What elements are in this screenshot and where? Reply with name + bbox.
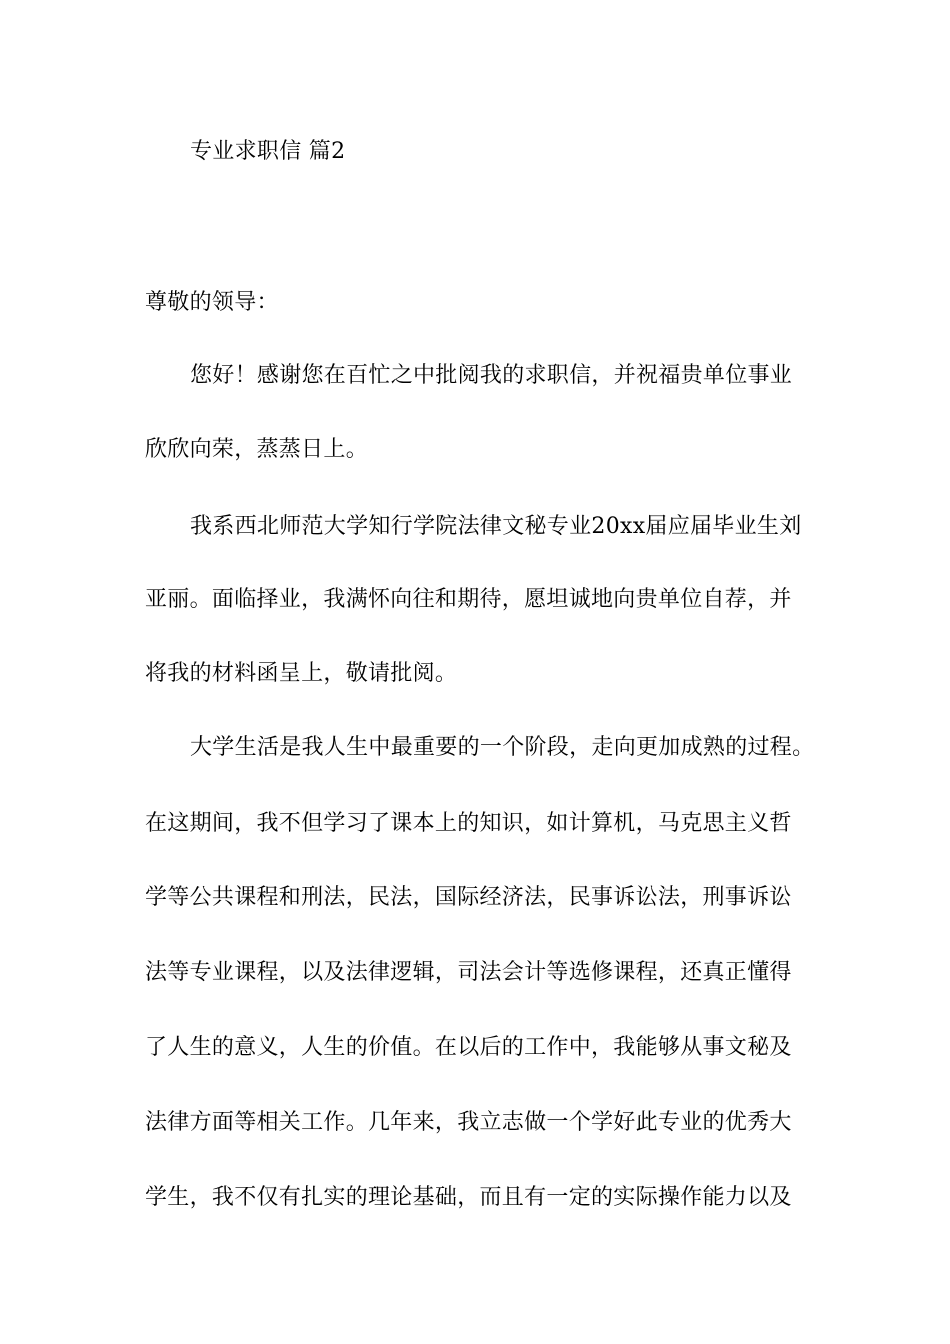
paragraph-line: 欣欣向荣，蒸蒸日上。: [145, 437, 369, 462]
paragraph-line: 在这期间，我不但学习了课本上的知识，如计算机，马克思主义哲: [145, 811, 792, 836]
paragraph-line: 亚丽。面临择业，我满怀向往和期待，愿坦诚地向贵单位自荐，并: [145, 587, 792, 612]
paragraph-line: 法等专业课程，以及法律逻辑，司法会计等选修课程，还真正懂得: [145, 960, 792, 985]
paragraph-line: 学等公共课程和刑法，民法，国际经济法，民事诉讼法，刑事诉讼: [145, 885, 792, 910]
paragraph-line: 法律方面等相关工作。几年来，我立志做一个学好此专业的优秀大: [145, 1110, 792, 1135]
paragraph-line: 您好！感谢您在百忙之中批阅我的求职信，并祝福贵单位事业: [190, 363, 793, 388]
paragraph-line: 大学生活是我人生中最重要的一个阶段，走向更加成熟的过程。: [190, 735, 815, 760]
salutation: 尊敬的领导：: [145, 290, 279, 315]
paragraph-line: 学生，我不仅有扎实的理论基础，而且有一定的实际操作能力以及: [145, 1185, 792, 1210]
paragraph-line: 我系西北师范大学知行学院法律文秘专业20xx届应届毕业生刘: [190, 514, 802, 539]
letter-heading: 专业求职信 篇2: [190, 139, 346, 164]
paragraph-line: 了人生的意义，人生的价值。在以后的工作中，我能够从事文秘及: [145, 1035, 792, 1060]
paragraph-line: 将我的材料函呈上，敬请批阅。: [145, 661, 458, 686]
